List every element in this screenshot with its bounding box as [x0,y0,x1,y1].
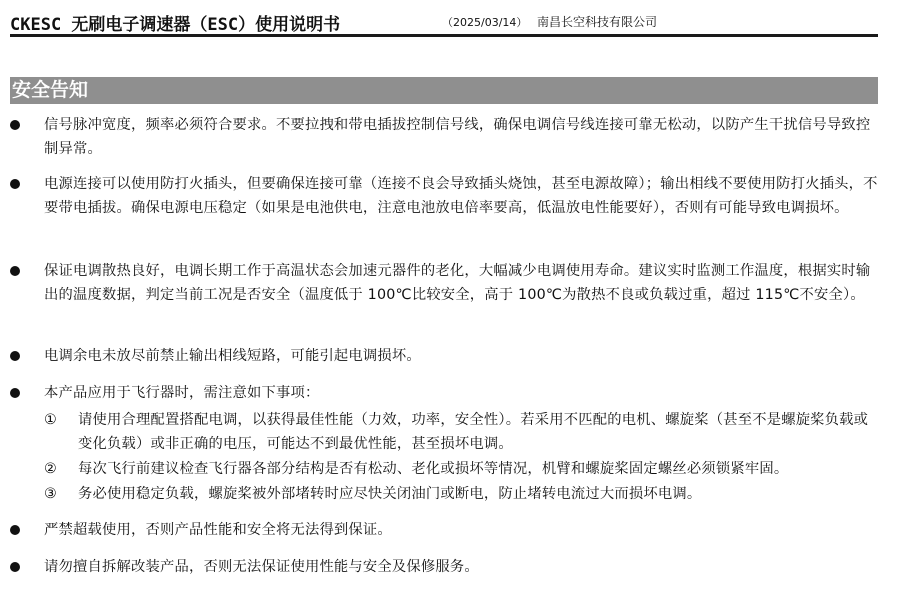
bullet-icon [10,562,20,572]
sub-item-number: ① [44,412,57,428]
bullet-icon [10,525,20,535]
sub-item-number: ② [44,461,57,477]
sub-item-text: 请使用合理配置搭配电调，以获得最佳性能（力效，功率，安全性）。若采用不匹配的电机、螺旋桨（甚至不是螺旋桨负载或变化负载）或非正确的电压，可能达不到最优性能，甚至损坏电调。 [78,412,869,452]
company-name: 南昌长空科技有限公司 [537,15,658,29]
list-item-text: 保证电调散热良好，电调长期工作于高温状态会加速元器件的老化，大幅减少电调使用寿命。建议实时监测工作温度，根据实时输出的温度数据，判定当前工况是否安全（温度低于 100℃比较安全，高于 100℃为散热不良或负载过重，超过 115℃不安全）。 [44,263,871,303]
bullet-icon [10,179,20,189]
list-item-text: 电源连接可以使用防打火插头，但要确保连接可靠（连接不良会导致插头烧蚀，甚至电源故障）；输出相线不要使用防打火插头，不要带电插拔。确保电源电压稳定（如果是电池供电，注意电池放电倍率要高，低温放电性能要好），否则有可能导致电调损坏。 [44,176,878,216]
bullet-icon [10,388,20,398]
section-title: 安全告知 [10,77,878,104]
list-item-text: 严禁超载使用，否则产品性能和安全将无法得到保证。 [44,522,392,538]
list-item-text: 本产品应用于飞行器时，需注意如下事项： [44,385,320,401]
bullet-icon [10,266,20,276]
list-item-text: 电调余电未放尽前禁止输出相线短路，可能引起电调损坏。 [44,348,421,364]
sub-item-number: ③ [44,486,57,502]
list-item-text: 信号脉冲宽度，频率必须符合要求。不要拉拽和带电插拔控制信号线，确保电调信号线连接可靠无松动，以防产生干扰信号导致控制异常。 [44,117,871,157]
document-header [10,8,878,37]
document-title: CKESC 无刷电子调速器（ESC）使用说明书 [10,15,341,35]
bullet-icon [10,120,20,130]
document-date: （2025/03/14） [442,16,528,29]
list-item-text: 请勿擅自拆解改装产品，否则无法保证使用性能与安全及保修服务。 [44,559,479,575]
sub-item-text: 每次飞行前建议检查飞行器各部分结构是否有松动、老化或损坏等情况，机臂和螺旋桨固定螺丝必须锁紧牢固。 [78,461,789,477]
bullet-icon [10,351,20,361]
sub-item-text: 务必使用稳定负载，螺旋桨被外部堵转时应尽快关闭油门或断电，防止堵转电流过大而损坏电调。 [78,486,702,502]
